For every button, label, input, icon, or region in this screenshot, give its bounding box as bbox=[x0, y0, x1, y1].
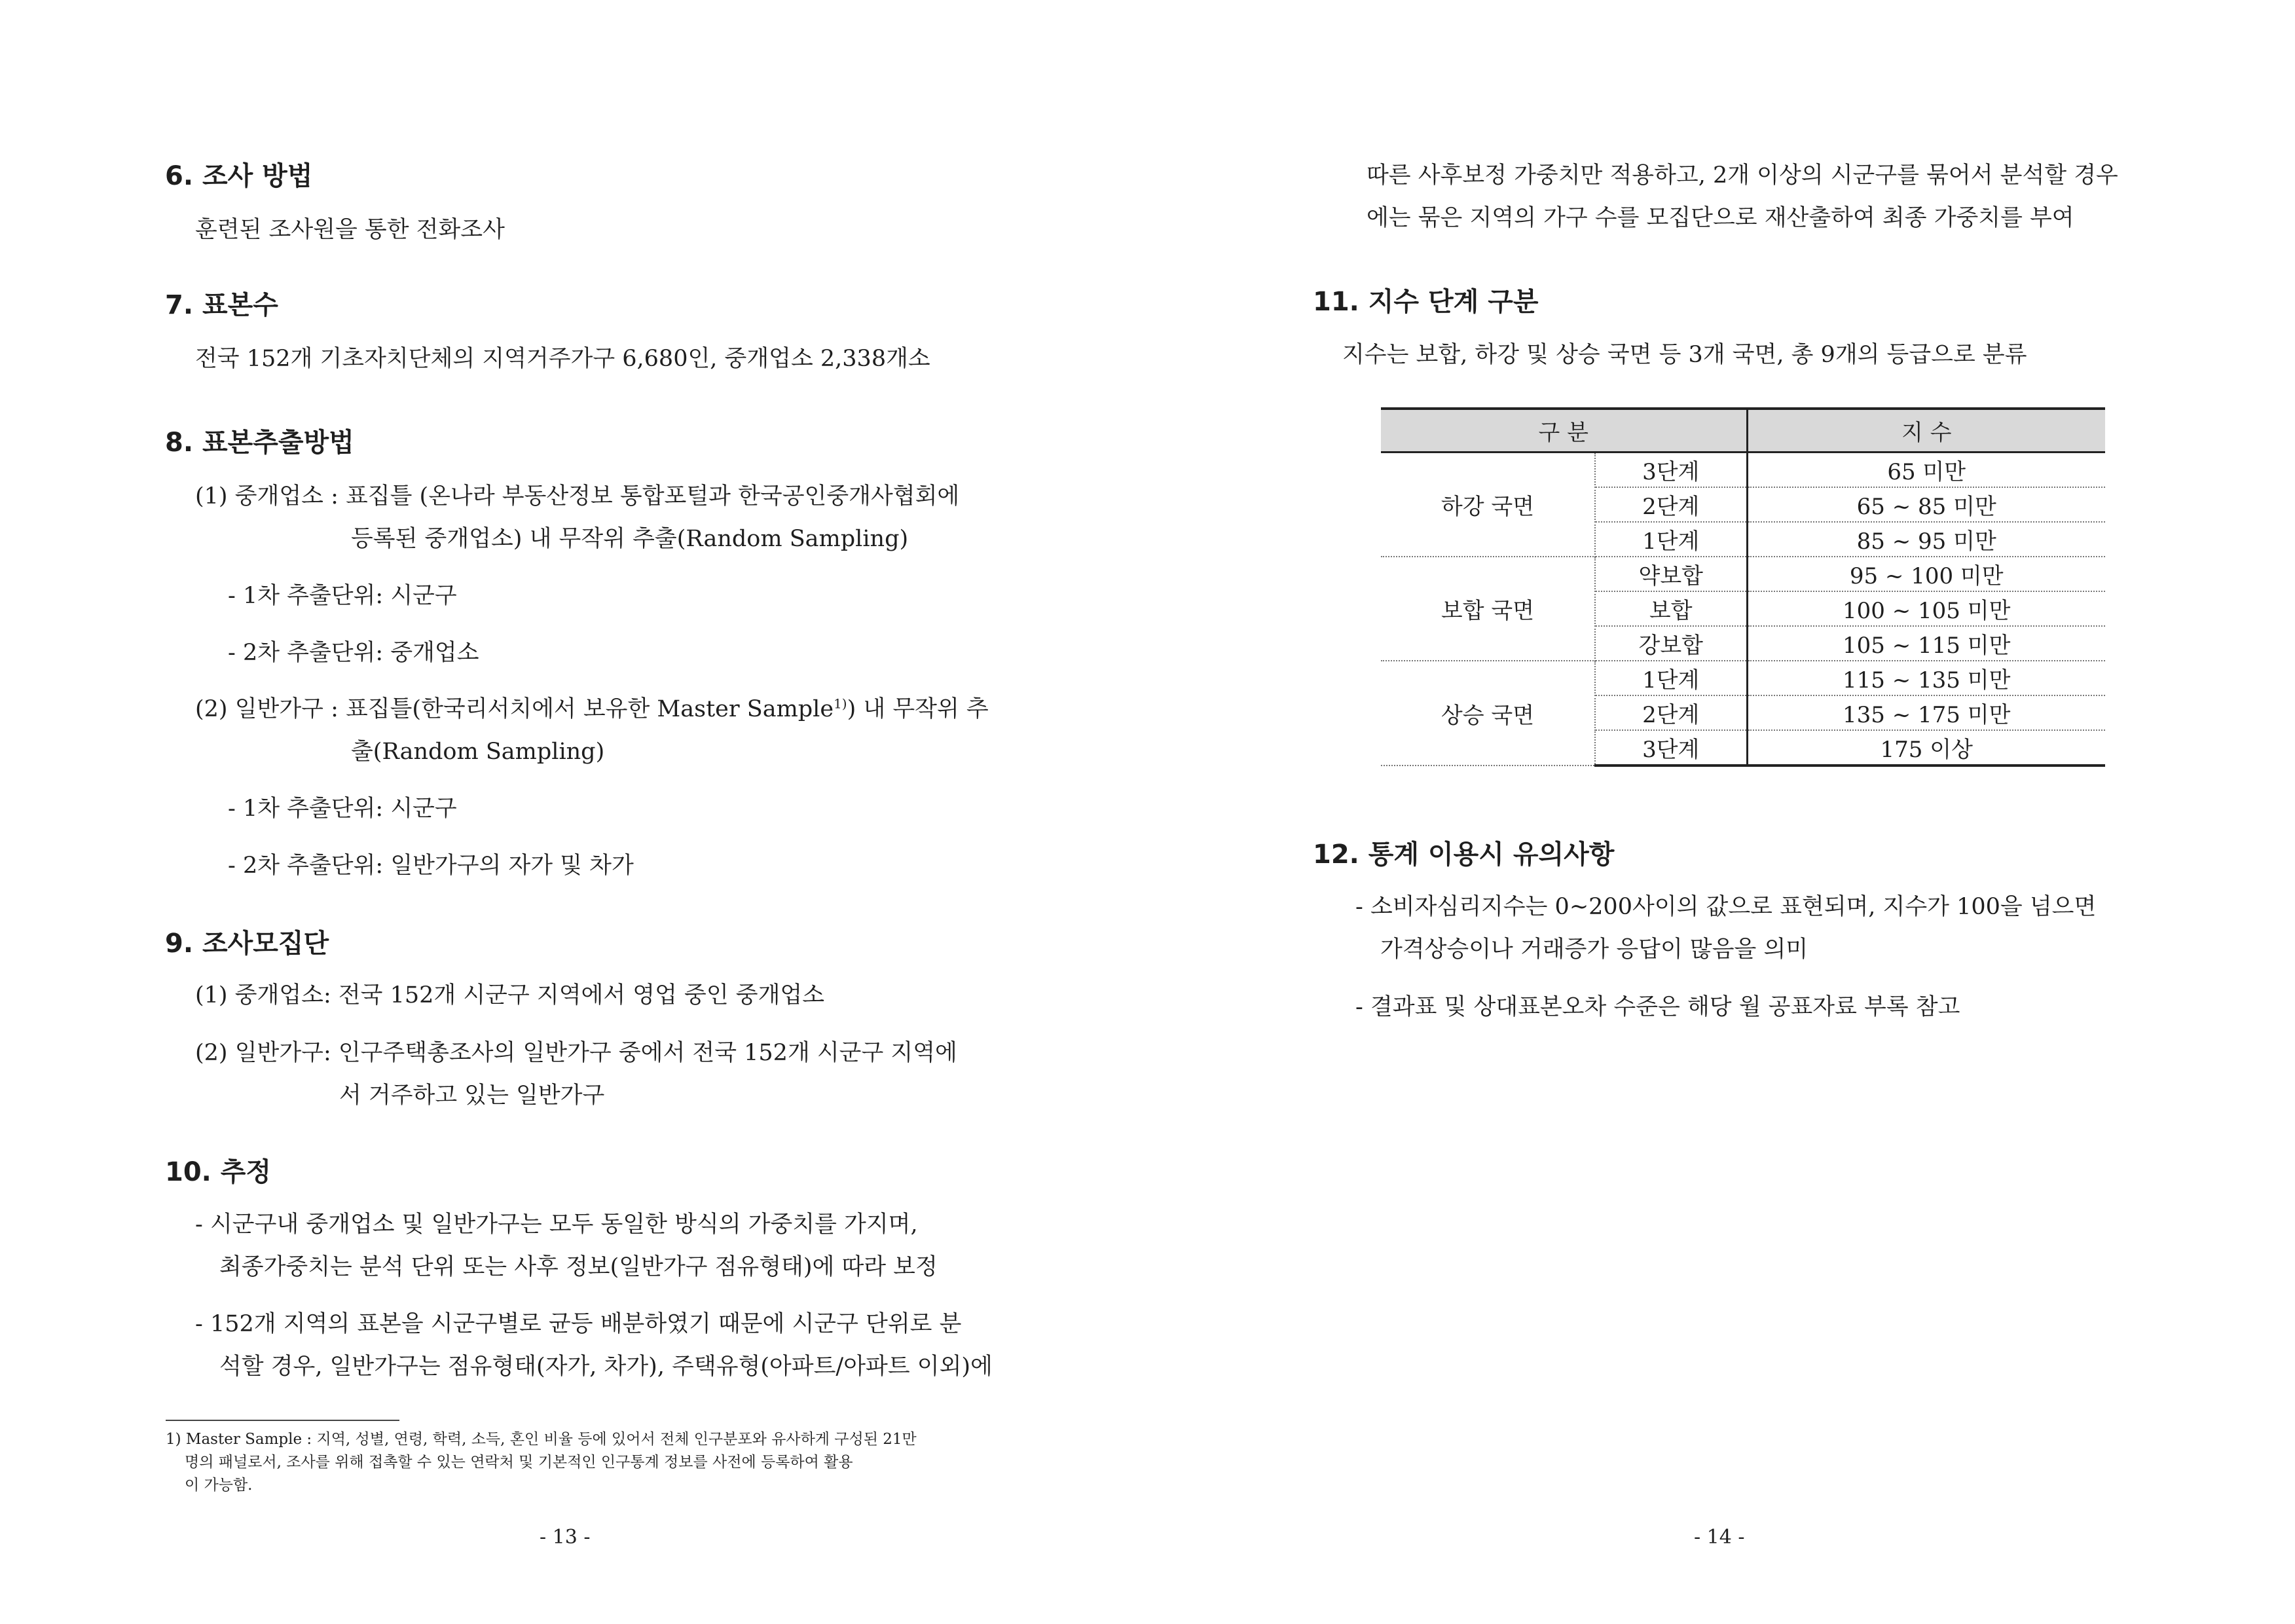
table-level-cell: 3단계 bbox=[1595, 730, 1747, 766]
table-group-cell: 상승 국면 bbox=[1381, 661, 1595, 766]
section-8-item1-line2: 등록된 중개업소) 내 무작위 추출(Random Sampling) bbox=[351, 526, 909, 552]
section-12-bullet1-line2: 가격상승이나 거래증가 응답이 많음을 의미 bbox=[1380, 936, 1808, 963]
table-level-cell: 1단계 bbox=[1595, 661, 1747, 695]
section-8-item2-line2: 출(Random Sampling) bbox=[351, 739, 605, 765]
table-index-cell: 100 ~ 105 미만 bbox=[1747, 591, 2105, 626]
section-7-body: 전국 152개 기초자치단체의 지역거주가구 6,680인, 중개업소 2,338개소 bbox=[195, 346, 930, 372]
section-8-item1-unit2: - 2차 추출단위: 중개업소 bbox=[228, 640, 479, 666]
table-row bbox=[1381, 661, 2105, 695]
table-level-cell: 보합 bbox=[1595, 591, 1747, 626]
table-group-cell: 하강 국면 bbox=[1381, 452, 1595, 557]
table-index-cell: 175 이상 bbox=[1747, 730, 2105, 766]
section-11-body: 지수는 보합, 하강 및 상승 국면 등 3개 국면, 총 9개의 등급으로 분류 bbox=[1342, 342, 2027, 368]
footnote-line2: 명의 패널로서, 조사를 위해 접촉할 수 있는 연락처 및 기본적인 인구통계 정보를 사전에 등록하여 활용 bbox=[185, 1454, 853, 1471]
section-10-heading: 10. 추정 bbox=[165, 1157, 272, 1187]
left-page bbox=[0, 0, 1147, 1624]
table-level-cell: 3단계 bbox=[1595, 452, 1747, 488]
table-level-cell: 강보합 bbox=[1595, 626, 1747, 661]
table-level-cell: 2단계 bbox=[1595, 695, 1747, 730]
section-8-item1-unit1: - 1차 추출단위: 시군구 bbox=[228, 583, 457, 609]
index-level-table bbox=[1381, 407, 2105, 767]
table-index-cell: 65 미만 bbox=[1747, 452, 2105, 488]
section-8-item2-text-post: ) 내 무작위 추 bbox=[847, 696, 989, 722]
footnote-divider bbox=[166, 1420, 399, 1421]
section-8-item1-line1: (1) 중개업소 : 표집틀 (온나라 부동산정보 통합포털과 한국공인중개사협회에 bbox=[195, 483, 960, 509]
section-7-heading: 7. 표본수 bbox=[165, 290, 278, 320]
continuation-line2: 에는 묶은 지역의 가구 수를 모집단으로 재산출하여 최종 가중치를 부여 bbox=[1367, 205, 2074, 231]
table-index-cell: 115 ~ 135 미만 bbox=[1747, 661, 2105, 695]
footnote-reference: 1) bbox=[834, 695, 847, 712]
table-row bbox=[1381, 452, 2105, 488]
section-11-heading: 11. 지수 단계 구분 bbox=[1313, 287, 1539, 317]
footnote-line1: 1) Master Sample : 지역, 성별, 연령, 학력, 소득, 혼인 비율 등에 있어서 전체 인구분포와 유사하게 구성된 21만 bbox=[166, 1431, 917, 1448]
section-8-item2-unit2: - 2차 추출단위: 일반가구의 자가 및 차가 bbox=[228, 853, 634, 879]
table-group-cell: 보합 국면 bbox=[1381, 557, 1595, 661]
table-header-category: 구 분 bbox=[1381, 409, 1747, 452]
section-9-item2-line1: (2) 일반가구: 인구주택총조사의 일반가구 중에서 전국 152개 시군구 지역에 bbox=[195, 1040, 957, 1066]
section-8-item2-line1 bbox=[195, 696, 989, 722]
footnote-line3: 이 가능함. bbox=[185, 1477, 253, 1494]
table-index-cell: 85 ~ 95 미만 bbox=[1747, 522, 2105, 557]
table-row bbox=[1381, 557, 2105, 591]
section-8-item2-unit1: - 1차 추출단위: 시군구 bbox=[228, 796, 457, 822]
section-12-bullet1-line1: - 소비자심리지수는 0~200사이의 값으로 표현되며, 지수가 100을 넘으면 bbox=[1355, 894, 2097, 920]
table-index-cell: 95 ~ 100 미만 bbox=[1747, 557, 2105, 591]
section-12-bullet2: - 결과표 및 상대표본오차 수준은 해당 월 공표자료 부록 참고 bbox=[1355, 994, 1960, 1020]
section-9-item1: (1) 중개업소: 전국 152개 시군구 지역에서 영업 중인 중개업소 bbox=[195, 982, 824, 1008]
section-10-bullet2-line1: - 152개 지역의 표본을 시군구별로 균등 배분하였기 때문에 시군구 단위로 분 bbox=[195, 1311, 962, 1337]
table-level-cell: 1단계 bbox=[1595, 522, 1747, 557]
page-number-left: - 13 - bbox=[540, 1526, 591, 1549]
section-12-heading: 12. 통계 이용시 유의사항 bbox=[1313, 840, 1615, 870]
table-index-cell: 65 ~ 85 미만 bbox=[1747, 487, 2105, 522]
section-6-body: 훈련된 조사원을 통한 전화조사 bbox=[195, 217, 505, 243]
table-index-cell: 135 ~ 175 미만 bbox=[1747, 695, 2105, 730]
table-index-cell: 105 ~ 115 미만 bbox=[1747, 626, 2105, 661]
section-6-heading: 6. 조사 방법 bbox=[165, 161, 313, 191]
section-10-bullet2-line2: 석할 경우, 일반가구는 점유형태(자가, 차가), 주택유형(아파트/아파트 이외)에 bbox=[219, 1354, 993, 1380]
right-page bbox=[1147, 0, 2295, 1624]
section-9-heading: 9. 조사모집단 bbox=[165, 929, 329, 959]
section-10-bullet1-line2: 최종가중치는 분석 단위 또는 사후 정보(일반가구 점유형태)에 따라 보정 bbox=[219, 1254, 938, 1280]
section-8-item2-text-pre: (2) 일반가구 : 표집틀(한국리서치에서 보유한 Master Sample bbox=[195, 696, 834, 722]
section-8-heading: 8. 표본추출방법 bbox=[165, 428, 354, 458]
table-header-row bbox=[1381, 409, 2105, 452]
table-header-index: 지 수 bbox=[1747, 409, 2105, 452]
continuation-line1: 따른 사후보정 가중치만 적용하고, 2개 이상의 시군구를 묶어서 분석할 경우 bbox=[1367, 162, 2118, 189]
page-number-right: - 14 - bbox=[1694, 1526, 1745, 1549]
table-level-cell: 2단계 bbox=[1595, 487, 1747, 522]
table-level-cell: 약보합 bbox=[1595, 557, 1747, 591]
section-9-item2-line2: 서 거주하고 있는 일반가구 bbox=[339, 1082, 605, 1109]
section-10-bullet1-line1: - 시군구내 중개업소 및 일반가구는 모두 동일한 방식의 가중치를 가지며, bbox=[195, 1211, 918, 1238]
